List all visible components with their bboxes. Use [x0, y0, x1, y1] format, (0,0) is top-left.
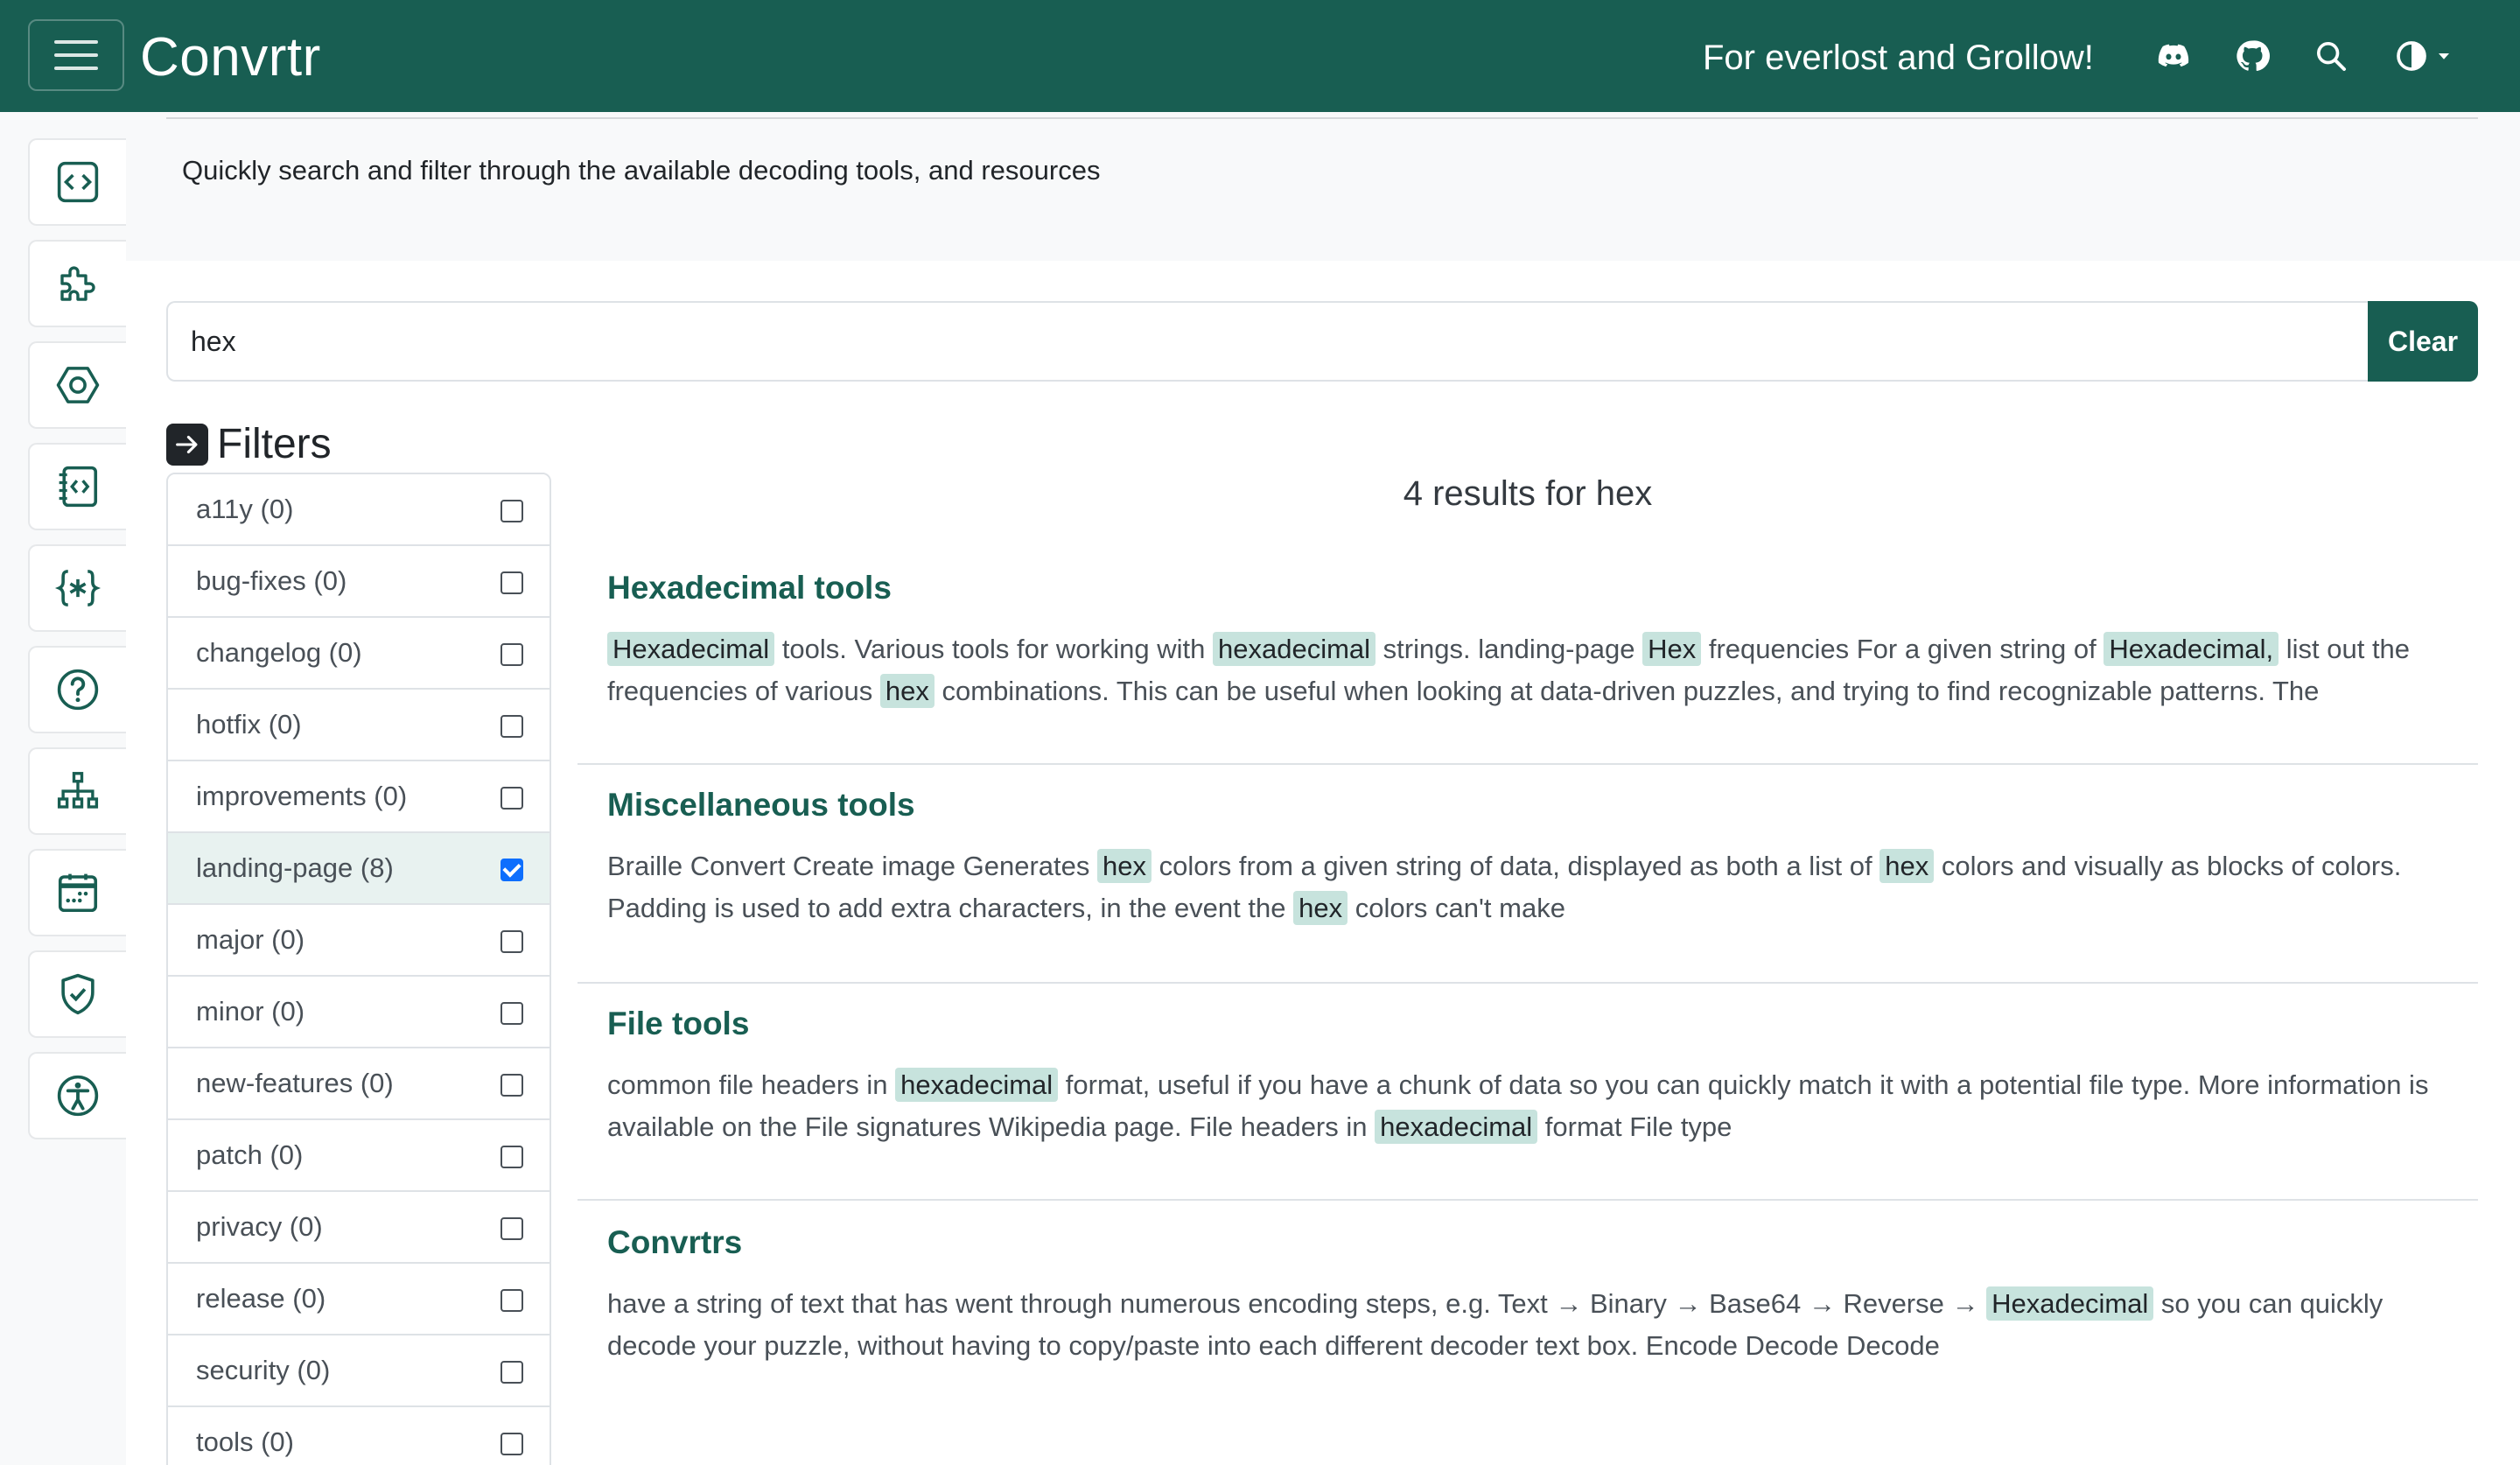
result-snippet: Braille Convert Create image Generates hex colors from a given string of data, displayed as both a list of hex colors and visually as blocks of colors. Padding is used to add extra characters, in the event the hex colors can't make [607, 851, 2402, 923]
search-input[interactable] [166, 301, 2370, 382]
diagram-icon [54, 768, 102, 815]
filter-label: security (0) [196, 1355, 331, 1385]
filter-checkbox[interactable] [500, 1433, 523, 1455]
result-title[interactable]: Convrtrs [607, 1224, 743, 1260]
filter-item[interactable] [168, 1407, 550, 1465]
filter-label: privacy (0) [196, 1211, 323, 1242]
sidebar-item-code-file[interactable] [28, 443, 126, 530]
filter-item[interactable] [168, 1120, 550, 1192]
github-icon[interactable] [2233, 37, 2272, 75]
search-highlight: hexadecimal [1375, 1110, 1537, 1144]
filter-label: hotfix (0) [196, 709, 302, 740]
result-title[interactable]: Miscellaneous tools [607, 787, 915, 823]
result-title[interactable]: Hexadecimal tools [607, 570, 892, 606]
result-snippet: common file headers in hexadecimal format, useful if you have a chunk of data so you can quickly match it with a potential file type. More information is available on the File signatures Wikipedia page. File headers in hexadecimal format File type [607, 1069, 2429, 1142]
filter-item[interactable] [168, 761, 550, 833]
filter-label: minor (0) [196, 996, 305, 1027]
filter-checkbox[interactable] [500, 1289, 523, 1312]
filter-label: improvements (0) [196, 781, 408, 811]
caret-down-icon [2436, 48, 2452, 64]
accessibility-icon [54, 1072, 102, 1119]
divider [166, 117, 2478, 119]
result-snippet: Hexadecimal tools. Various tools for working with hexadecimal strings. landing-page Hex frequencies For a given string of Hexadecimal, list out the frequencies of various hex combinations. This can be useful when looking at data-driven puzzles, and trying to find recognizable patterns. The [607, 634, 2411, 706]
sidebar [0, 112, 126, 1465]
theme-toggle[interactable] [2394, 37, 2457, 75]
code-file-icon [54, 463, 102, 510]
filter-list [166, 473, 551, 1465]
results-count: 4 results for hex [1403, 474, 1653, 513]
question-circle-icon [54, 666, 102, 713]
shield-check-icon [54, 971, 102, 1018]
filter-checkbox[interactable] [500, 1361, 523, 1384]
filter-item[interactable] [168, 690, 550, 761]
calendar-icon [54, 869, 102, 916]
filter-item[interactable] [168, 905, 550, 977]
sidebar-item-security[interactable] [28, 950, 126, 1038]
top-navbar [0, 0, 2520, 112]
result-item [578, 560, 2478, 765]
search-bar [166, 301, 2478, 382]
filter-checkbox[interactable] [500, 859, 523, 881]
filter-item[interactable] [168, 1048, 550, 1120]
filter-item[interactable] [168, 546, 550, 618]
sidebar-item-code[interactable] [28, 138, 126, 226]
sidebar-item-help[interactable] [28, 646, 126, 733]
search-highlight: Hex [1642, 632, 1701, 666]
filter-checkbox[interactable] [500, 1002, 523, 1025]
sidebar-item-accessibility[interactable] [28, 1052, 126, 1139]
braces-asterisk-icon [54, 564, 102, 612]
filter-item[interactable] [168, 977, 550, 1048]
filter-checkbox[interactable] [500, 643, 523, 666]
filter-item[interactable] [168, 618, 550, 690]
sidebar-item-braces[interactable] [28, 544, 126, 632]
filter-label: release (0) [196, 1283, 326, 1314]
filter-item[interactable] [168, 1192, 550, 1264]
sidebar-item-calendar[interactable] [28, 849, 126, 936]
filters-header [166, 420, 332, 469]
discord-icon[interactable] [2154, 37, 2193, 75]
hexagon-icon [54, 361, 102, 409]
filter-checkbox[interactable] [500, 500, 523, 522]
result-snippet: have a string of text that has went through numerous encoding steps, e.g. Text → Binary → Base64 → Reverse → Hexadecimal so you can quickly decode your puzzle, without having to copy/paste into each different decoder text box. Encode Decode Decode [607, 1288, 2384, 1361]
result-item [578, 996, 2478, 1201]
tagline: For everlost and Grollow! [1703, 39, 2094, 77]
result-item [578, 779, 2478, 984]
result-title[interactable]: File tools [607, 1006, 750, 1041]
filter-label: changelog (0) [196, 637, 362, 668]
search-highlight: Hexadecimal, [2104, 632, 2278, 666]
filter-checkbox[interactable] [500, 571, 523, 594]
clear-button[interactable]: Clear [2368, 301, 2478, 382]
search-highlight: hex [1880, 849, 1934, 883]
sidebar-item-sitemap[interactable] [28, 747, 126, 835]
filter-label: a11y (0) [196, 494, 294, 524]
filter-item[interactable] [168, 1335, 550, 1407]
filter-checkbox[interactable] [500, 930, 523, 953]
sidebar-item-puzzles[interactable] [28, 240, 126, 327]
filter-item[interactable] [168, 1264, 550, 1335]
search-highlight: hex [880, 674, 934, 708]
search-icon[interactable] [2312, 37, 2350, 75]
code-icon [54, 158, 102, 206]
filter-checkbox[interactable] [500, 1074, 523, 1097]
filter-item[interactable] [168, 833, 550, 905]
filter-checkbox[interactable] [500, 715, 523, 738]
menu-icon[interactable] [28, 19, 124, 91]
search-highlight: hex [1097, 849, 1152, 883]
filter-label: tools (0) [196, 1426, 294, 1457]
filter-label: bug-fixes (0) [196, 565, 347, 596]
search-highlight: Hexadecimal [1986, 1286, 2153, 1321]
filter-checkbox[interactable] [500, 787, 523, 810]
result-item [578, 1215, 2478, 1416]
filter-label: new-features (0) [196, 1068, 394, 1098]
brand-logo[interactable]: Convrtr [140, 27, 321, 88]
search-highlight: hexadecimal [1213, 632, 1376, 666]
filter-label: landing-page (8) [196, 852, 394, 883]
filter-checkbox[interactable] [500, 1217, 523, 1240]
search-highlight: hexadecimal [895, 1068, 1058, 1102]
filter-checkbox[interactable] [500, 1146, 523, 1168]
filters-collapse-button[interactable] [166, 424, 208, 466]
puzzle-icon [54, 260, 102, 307]
filter-item[interactable] [168, 474, 550, 546]
arrow-right-icon [172, 430, 202, 459]
filters-title: Filters [217, 421, 332, 467]
search-highlight: hex [1293, 891, 1348, 925]
intro-text: Quickly search and filter through the available decoding tools, and resources [182, 155, 1101, 186]
filter-label: major (0) [196, 924, 305, 955]
filter-label: patch (0) [196, 1139, 304, 1170]
theme-icon [2394, 39, 2429, 74]
search-highlight: Hexadecimal [607, 632, 774, 666]
sidebar-item-hex[interactable] [28, 341, 126, 429]
